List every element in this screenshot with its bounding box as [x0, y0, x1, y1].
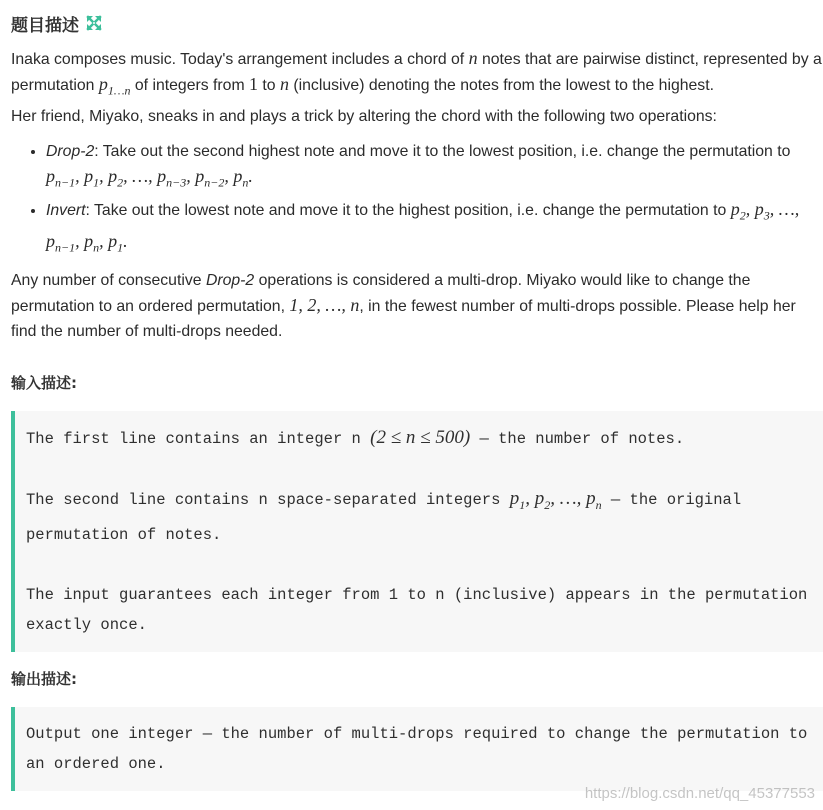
math-one: 1: [249, 74, 259, 94]
math-sequence: $p_1$, $p_2$, …, $p_n$: [509, 488, 602, 513]
intro-text-3: of integers from: [134, 77, 245, 94]
output-line-1: Output one integer — the number of multi-drops required to change the permutation to an ordered one.: [26, 725, 808, 774]
input-heading: 输入描述:: [11, 374, 77, 393]
para2-text-3: , in the fewest number of multi-drops possible. Please help her find the number of multi-drops needed.: [11, 298, 796, 341]
problem-statement: [11, 0, 823, 791]
input-description-block: [11, 411, 823, 652]
math-p-1-n: $p_{1\dots n}$: [98, 74, 131, 98]
op-desc: : Take out the second highest note and move it to the lowest position, i.e. change the permutation to: [94, 142, 791, 160]
math-n-2: n: [279, 74, 289, 94]
page-title: 题目描述: [11, 15, 79, 36]
input-line-1: The first line contains an integer n (2 ≤ n ≤ 500) — the number of notes.: [26, 427, 685, 449]
intro-text-1: Inaka composes music. Today's arrangement includes a chord of: [11, 51, 465, 68]
multidrop-paragraph: [11, 268, 823, 344]
intro-text-5: (inclusive) denoting the notes from the lowest to the highest.: [293, 77, 714, 94]
op-name-invert: Invert: [46, 202, 86, 220]
math-n: n: [468, 48, 478, 68]
input-line-3: The input guarantees each integer from 1 to n (inclusive) appears in the permutation exactly once.: [26, 586, 808, 635]
math-range: (2 ≤ n ≤ 500): [370, 427, 471, 449]
intro-text-6: Her friend, Miyako, sneaks in and plays a trick by altering the chord with the following two operations:: [11, 107, 717, 125]
para2-text-2: operations is considered a multi-drop. Miyako would like to change the permutation to an ordered permutation,: [11, 272, 751, 316]
ordered-formula: 1, 2, …, n: [289, 295, 360, 316]
output-heading: 输出描述:: [11, 670, 77, 689]
title-row: [11, 0, 823, 46]
operations-list: [11, 139, 823, 261]
drop2-term: Drop-2: [205, 272, 255, 290]
output-description-block: [11, 707, 823, 791]
input-line-2: The second line contains n space-separated integers $p_1$, $p_2$, …, $p_n$ — the original permutation of notes.: [26, 488, 742, 545]
intro-paragraph: [11, 46, 823, 129]
op-formula: $p_2$, $p_3$, …, $p_{n-1}$, $p_n$, $p_1$.: [46, 199, 800, 255]
op-desc: : Take out the lowest note and move it to the highest position, i.e. change the permutation to: [85, 202, 727, 220]
op-name-drop2: Drop-2: [46, 142, 95, 160]
list-item: [46, 139, 823, 196]
expand-icon[interactable]: [86, 15, 102, 31]
para2-text-1: Any number of consecutive: [11, 272, 202, 290]
watermark: https://blog.csdn.net/qq_45377553: [584, 785, 815, 802]
intro-text-4: to: [262, 77, 276, 94]
op-formula: $p_{n-1}$, $p_1$, $p_2$, …, $p_{n-3}$, $p_{n-2}$, $p_n$.: [46, 165, 253, 190]
list-item: [46, 197, 823, 260]
intro-text-2: notes that are pairwise distinct, represented by a permutation: [11, 51, 822, 94]
